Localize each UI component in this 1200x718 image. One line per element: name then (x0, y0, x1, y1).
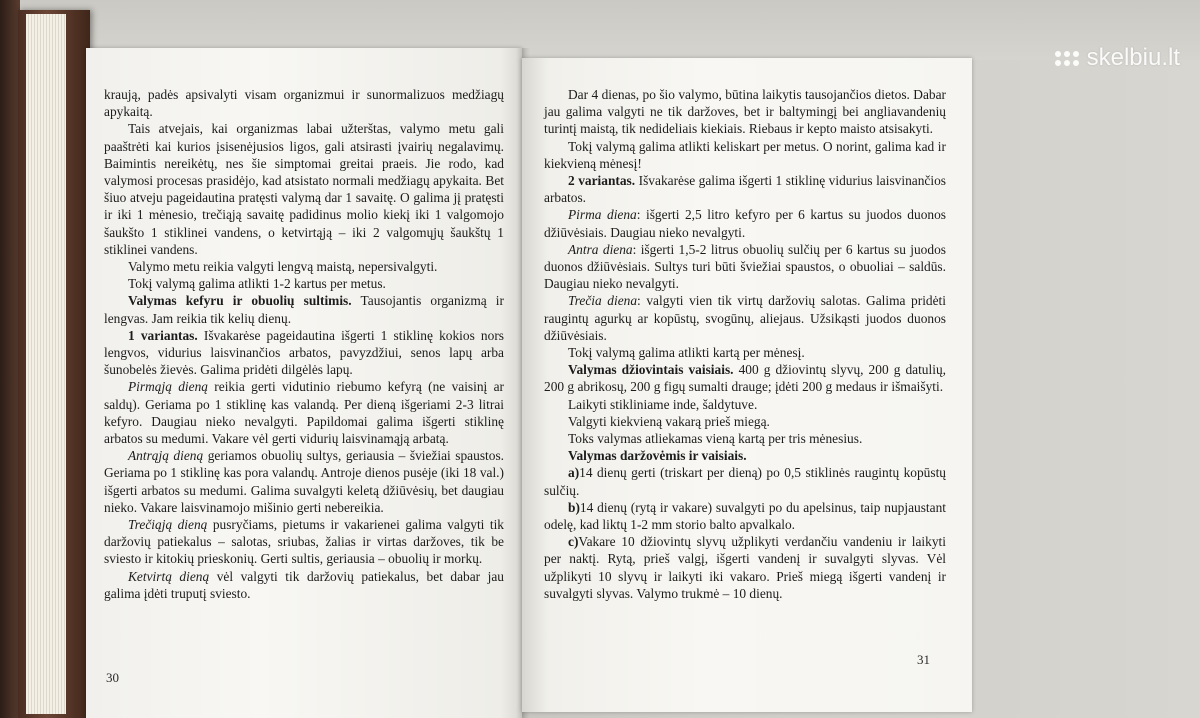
right-page-text (544, 86, 946, 602)
paragraph (544, 361, 946, 395)
italic-run: Antra diena (568, 241, 633, 257)
text-run: Laikyti stikliniame inde, šaldytuve. (568, 396, 758, 412)
italic-run: Pirma diena (568, 207, 637, 223)
text-run: vėl valgyti tik daržovių patiekalus, bet dabar jau galima įdėti truputį sviesto. (104, 568, 505, 601)
italic-run: Pirmąją dieną (128, 379, 208, 395)
paragraph (104, 258, 504, 275)
text-run: Vakare 10 džiovintų slyvų užplikyti verdančiu vandeniu ir laikyti per naktį. Rytą, prieš valgį, išgerti vandenį ir suvalgyti slyvas. Vėl užplikyti 10 slyvų ir laikyti iki vakaro. Prieš miegą išgerti vandenį ir suvalgyti slyvas. Valymo trukmė – 10 dienų. (544, 534, 946, 601)
paragraph (544, 447, 946, 464)
left-page (86, 48, 522, 718)
paragraph (104, 378, 504, 447)
paragraph (544, 430, 946, 447)
text-run: : išgerti 1,5-2 litrus obuolių sulčių per 6 kartus su juodos duonos džiūvėsiais. Sultys turi būti šviežiai spaustos, o obuoliai – saldūs. Daugiau nieko nevalgyti. (544, 241, 946, 292)
text-run: : išgerti 2,5 litro kefyro per 6 kartus su juodos duonos džiūvėsiais. Daugiau nieko nevalgyti. (544, 207, 946, 240)
bold-run: a) (568, 465, 580, 481)
bold-run: 1 variantas. (128, 327, 198, 343)
bold-run: Valymas daržovėmis ir vaisiais. (568, 448, 747, 464)
paragraph (544, 344, 946, 361)
paragraph (104, 516, 504, 568)
text-run: Tokį valymą galima atlikti kartą per mėnesį. (568, 345, 805, 361)
text-run: Tais atvejais, kai organizmas labai užterštas, valymo metu gali paaštrėti kai kurios įsisenėjusios ligos, gali atsirasti įvairių negalavimų. Baimintis nereikėtų, nes šie simptomai greitai praeis. Jie rodo, kad valymosi procesas prasidėjo, kad atsistato normali medžiagų apykaita. Bet šiuo atveju pageidautina pratęsti valymą dar 1 savaitę. O galima jį pratęsti ir iki 1 mėnesio, trečiąją savaitę padidinus molio kiekį iki 1 valgomojo šaukšto 1 stiklinei vandens, o ketvirtąją – iki 2 valgomųjų šaukštų 1 stiklinei vandens. (104, 121, 504, 257)
text-run: : valgyti vien tik virtų daržovių salotas. Galima pridėti raugintų agurkų ar kopūstų, svogūnų, aliejaus. Užsikąsti juodos duonos džiūvėsiais. (544, 293, 946, 343)
paragraph (544, 138, 946, 172)
italic-run: Trečia diena (568, 293, 638, 309)
bold-run: Valymas kefyru ir obuolių sultimis. (128, 293, 352, 309)
paragraph (104, 292, 504, 326)
bold-run: Valymas džiovintais vaisiais. (568, 362, 734, 378)
text-run: Išvakarėse galima išgerti 1 stiklinę vidurius laisvinančios arbatos. (544, 173, 946, 206)
right-page (522, 58, 972, 712)
text-run: Tokį valymą galima atlikti keliskart per metus. O norint, galima kad ir kiekvieną mėnesį! (544, 138, 946, 171)
paragraph (104, 568, 504, 602)
right-page-number: 31 (917, 652, 930, 667)
text-run: 14 dienų (rytą ir vakare) suvalgyti po du apelsinus, taip nupjaustant odelę, kad liktų 1-2 mm storio balto apvalkalo. (544, 499, 946, 533)
text-run: Išvakarėse pageidautina išgerti 1 stiklinę kokios nors lengvos, vidurius laisvinančios arbatos, pavyzdžiui, senos lapų arba šunobelės žievės. Galima pridėti dilgėlės lapų. (104, 327, 504, 378)
dots-grid-icon (1055, 51, 1079, 66)
paragraph (104, 86, 504, 120)
text-run: Tokį valymą galima atlikti 1-2 kartus per metus. (128, 276, 386, 292)
paragraph (544, 396, 946, 413)
text-run: 14 dienų gerti (triskart per dieną) po 0,5 stiklinės raugintų kopūstų sulčių. (544, 465, 946, 498)
watermark (1055, 44, 1180, 72)
paragraph (544, 86, 946, 138)
paragraph (544, 241, 946, 293)
paragraph (104, 327, 504, 379)
paragraph (544, 533, 946, 602)
paragraph (104, 275, 504, 292)
text-run: geriamos obuolių sultys, geriausia – šviežiai spaustos. Geriama po 1 stiklinę kas pora valandų. Antroje dienos pusėje (iki 18 val.) išgerti arbatos su medumi. Galima suvalgyti keletą džiūvėsių, bet daugiau nieko. Vakare laisvinamojo mišinio gerti nebereikia. (104, 448, 504, 515)
text-run: kraują, padės apsivalyti visam organizmui ir sunormalizuos medžiagų apykaitą. (104, 87, 504, 120)
text-run: Dar 4 dienas, po šio valymo, būtina laikytis tausojančios dietos. Dabar jau galima valgyti ne tik daržoves, bet ir baltymingį bei angliavandenių turintį maistą, tik nedideliais kiekiais. Riebaus ir kepto maisto atsisakyti. (544, 87, 946, 137)
paragraph (544, 172, 946, 206)
italic-run: Antrąją dieną (128, 448, 204, 464)
text-run: Valgyti kiekvieną vakarą prieš miegą. (568, 413, 770, 429)
italic-run: Trečiąją dieną (128, 517, 208, 533)
text-run: pusryčiams, pietums ir vakarienei galima valgyti tik daržovių patiekalus – salotas, sriubas, žalias ir virtas daržoves, tik be sviesto ir kitokių prieskonių. Gerti sultis, geriausia – obuolių ir morkų. (104, 517, 504, 567)
italic-run: Ketvirtą dieną (128, 568, 210, 584)
left-page-number: 30 (106, 670, 119, 685)
bold-run: b) (568, 499, 580, 515)
paragraph (544, 206, 946, 240)
paragraph (104, 447, 504, 516)
paragraph (544, 413, 946, 430)
paragraph (544, 499, 946, 533)
text-run: Toks valymas atliekamas vieną kartą per tris mėnesius. (568, 431, 863, 447)
text-run: reikia gerti vidutinio riebumo kefyrą (ne vaisinį ar saldų). Geriama po 1 stiklinę kas valandą. Per dieną išgeriami 2-3 litrai kefyro. Daugiau nieko nevalgyti. Papildomai galima išgerti stiklinę arbatos su medumi. Vakare vėl gerti vidurių laisvinamąją arbatą. (104, 379, 505, 447)
text-run: Tausojantis organizmą ir lengvas. Jam reikia tik kelių dienų. (104, 293, 504, 326)
bold-run: c) (568, 534, 579, 550)
left-page-text (104, 86, 504, 602)
bold-run: 2 variantas. (568, 173, 636, 189)
text-run: Valymo metu reikia valgyti lengvą maistą, nepersivalgyti. (128, 259, 438, 275)
page-stack-edge (26, 14, 66, 714)
paragraph (544, 464, 946, 498)
paragraph (104, 120, 504, 258)
paragraph (544, 292, 946, 344)
watermark-text: skelbiu.lt (1086, 44, 1180, 71)
book-stack-edge (0, 0, 20, 718)
text-run: 400 g džiovintų slyvų, 200 g datulių, 200 g abrikosų, 200 g figų sumalti drauge; įdėti 200 g medaus ir išmaišyti. (544, 362, 946, 395)
